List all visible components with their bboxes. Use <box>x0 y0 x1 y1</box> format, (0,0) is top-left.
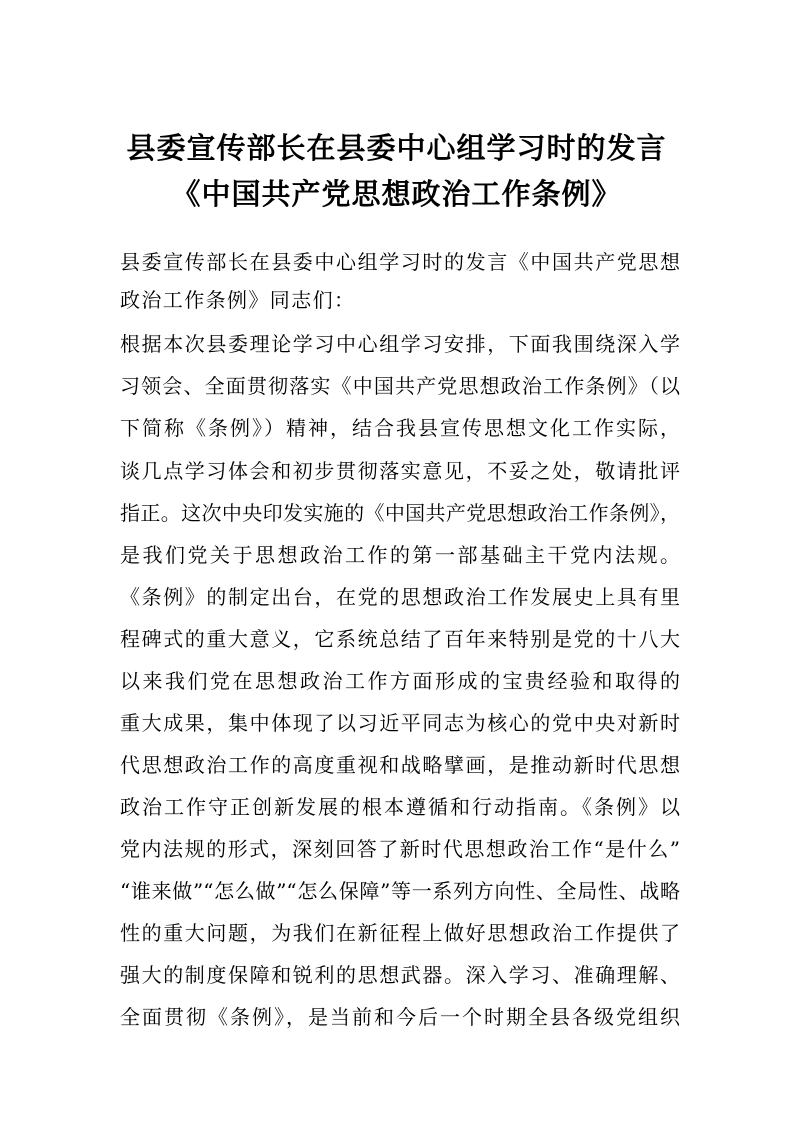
document-title-line-1: 县委宣传部长在县委中心组学习时的发言 <box>126 131 667 165</box>
body-text-line: 性的重大问题，为我们在新征程上做好思想政治工作提供了 <box>120 921 680 945</box>
body-text-line: “谁来做”“怎么做”“怎么保障”等一系列方向性、全局性、战略 <box>120 879 680 903</box>
body-text-line: 指正。这次中央印发实施的《中国共产党思想政治工作条例》， <box>120 501 680 525</box>
body-text-line: 县委宣传部长在县委中心组学习时的发言《中国共产党思想 <box>120 250 680 274</box>
body-text-line: 下简称《条例》）精神，结合我县宣传思想文化工作实际， <box>120 416 680 440</box>
body-text-line: 党内法规的形式，深刻回答了新时代思想政治工作“是什么” <box>120 837 680 861</box>
body-text-line: 代思想政治工作的高度重视和战略擘画，是推动新时代思想 <box>120 753 680 777</box>
document-title-line-2: 《中国共产党思想政治工作条例》 <box>171 177 622 211</box>
body-text-line: 是我们党关于思想政治工作的第一部基础主干党内法规。 <box>120 543 680 567</box>
body-text-line: 以来我们党在思想政治工作方面形成的宝贵经验和取得的 <box>120 669 680 693</box>
body-text-line: 全面贯彻《条例》，是当前和今后一个时期全县各级党组织 <box>120 1005 680 1029</box>
body-text-line: 强大的制度保障和锐利的思想武器。深入学习、准确理解、 <box>120 963 680 987</box>
body-text-line: 谈几点学习体会和初步贯彻落实意见，不妥之处，敬请批评 <box>120 459 680 483</box>
body-text-line: 政治工作条例》同志们： <box>120 288 356 312</box>
body-text-line: 《条例》的制定出台，在党的思想政治工作发展史上具有里 <box>120 585 680 609</box>
body-text-line: 习领会、全面贯彻落实《中国共产党思想政治工作条例》（以 <box>120 374 680 398</box>
body-text-line: 根据本次县委理论学习中心组学习安排，下面我围绕深入学 <box>120 332 680 356</box>
body-text-line: 政治工作守正创新发展的根本遵循和行动指南。《条例》以 <box>120 795 680 819</box>
body-text-line: 程碑式的重大意义，它系统总结了百年来特别是党的十八大 <box>120 627 680 651</box>
body-text-line: 重大成果，集中体现了以习近平同志为核心的党中央对新时 <box>120 711 680 735</box>
